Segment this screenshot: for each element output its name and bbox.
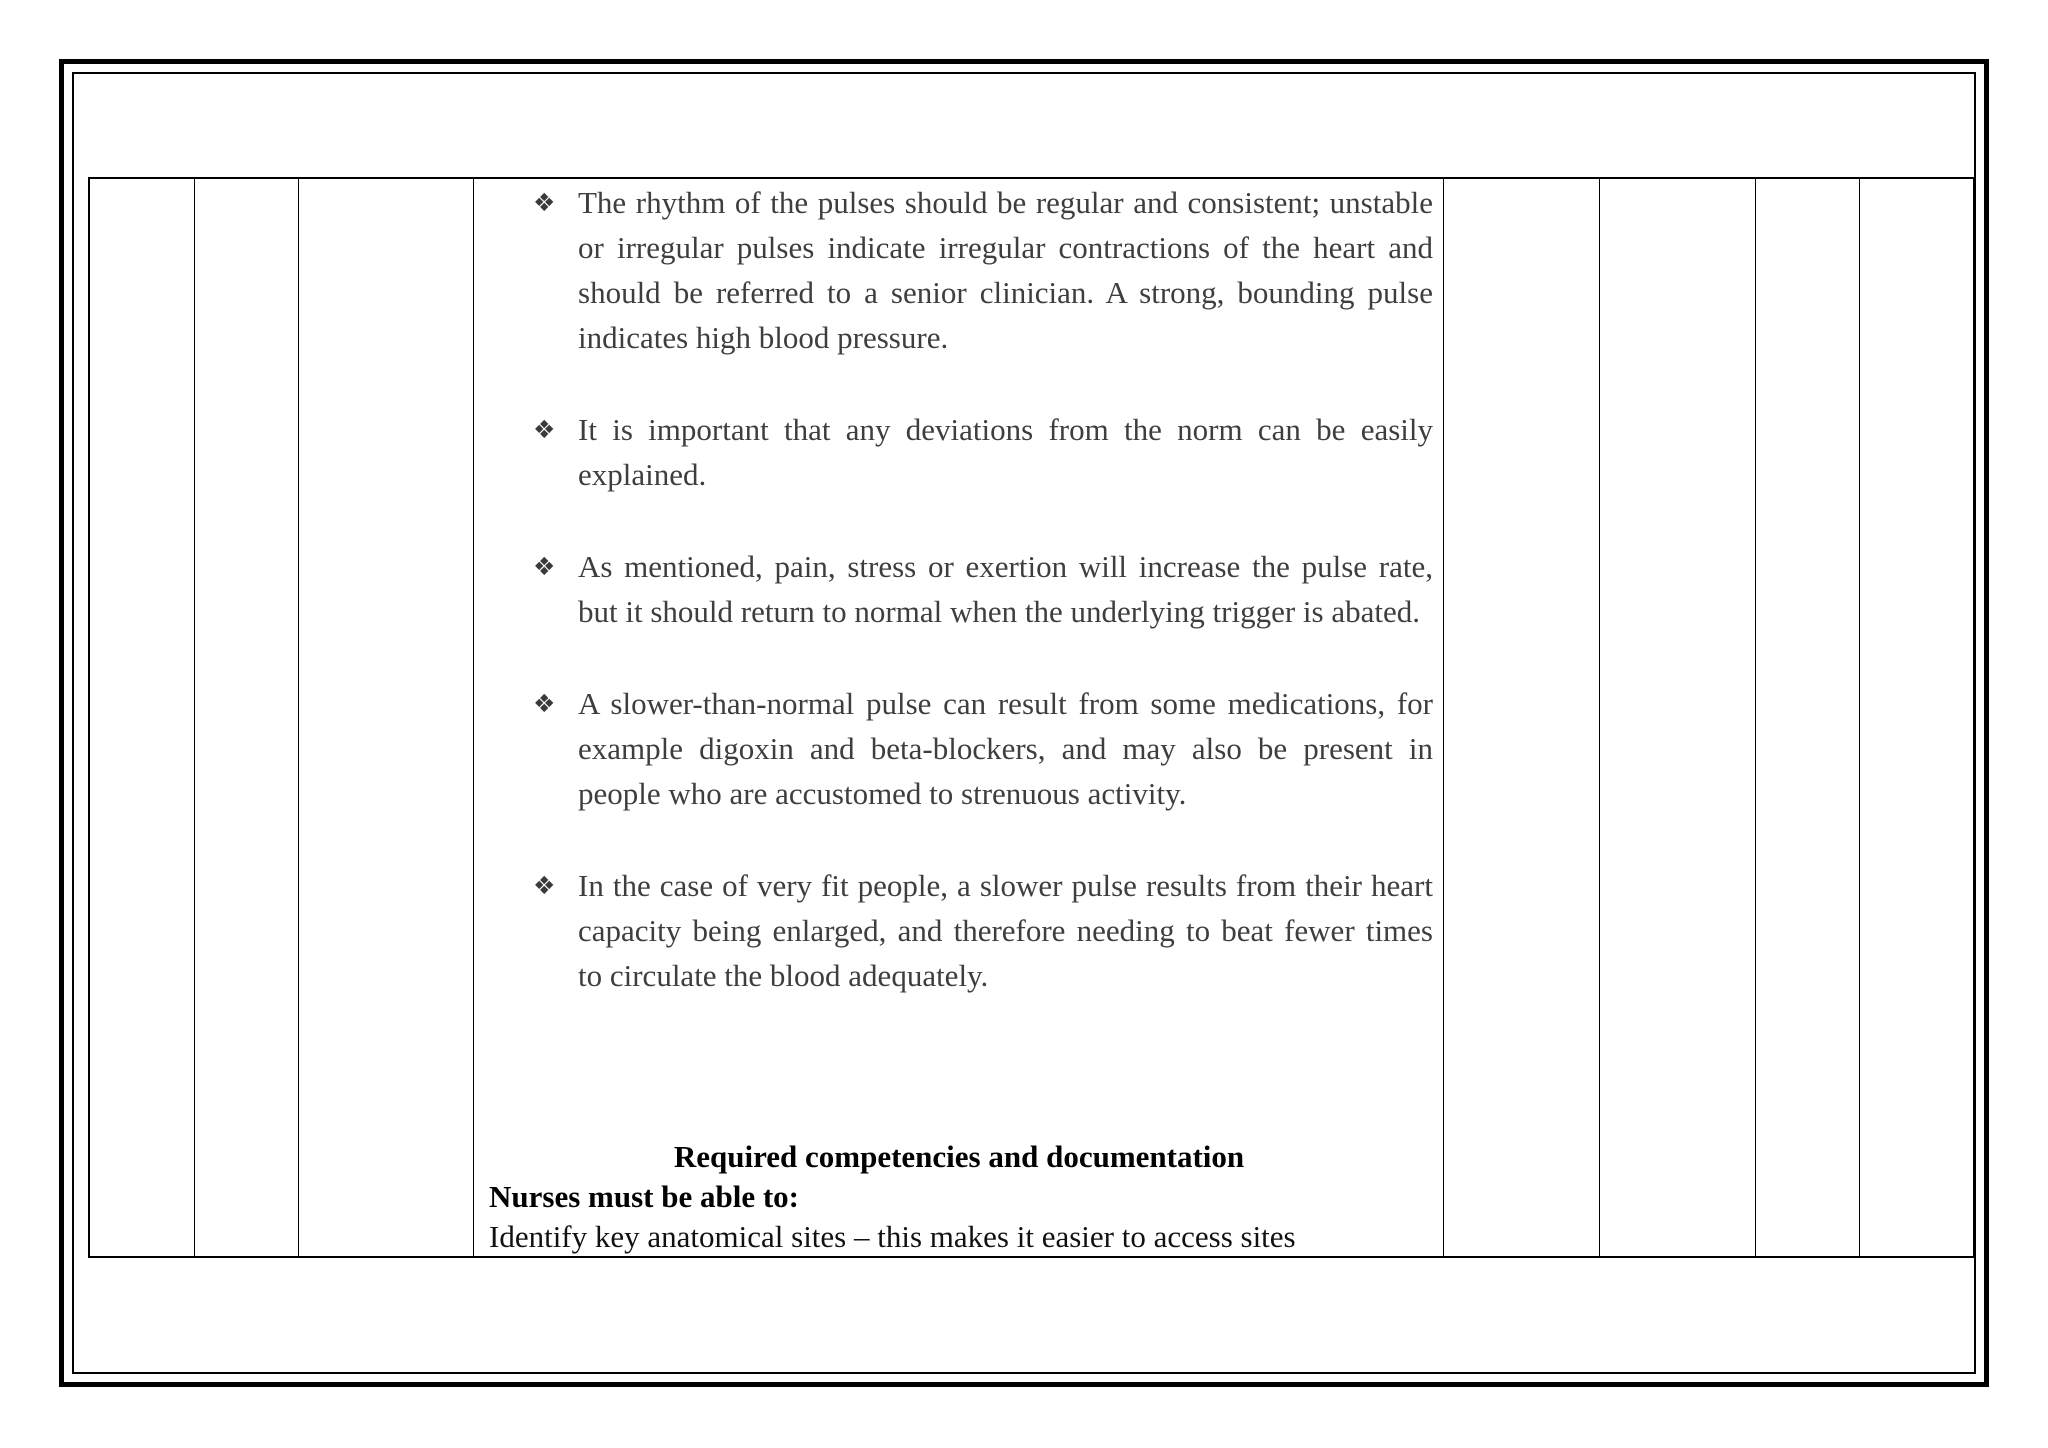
table-column-divider	[1443, 179, 1444, 1256]
bullet-text: In the case of very fit people, a slower pulse results from their heart capacity being enlarged, and therefore needing to beat fewer times to circulate the blood adequately.	[578, 868, 1433, 993]
bullet-text: The rhythm of the pulses should be regular and consistent; unstable or irregular pulses indicate irregular contractions of the heart and should be referred to a senior clinician. A strong, bounding pulse indicates high blood pressure.	[578, 185, 1433, 355]
section-lead: Nurses must be able to:	[489, 1179, 799, 1214]
table-column-divider	[1859, 179, 1860, 1256]
diamond-bullet-icon: ❖	[533, 871, 556, 900]
diamond-bullet-icon: ❖	[533, 415, 556, 444]
bullet-text: As mentioned, pain, stress or exertion will increase the pulse rate, but it should return to normal when the underlying trigger is abated.	[578, 549, 1433, 629]
list-item	[533, 180, 1433, 360]
table-column-divider	[298, 179, 299, 1256]
document-table	[88, 177, 1975, 1258]
bullet-list	[533, 180, 1433, 1045]
diamond-bullet-icon: ❖	[533, 689, 556, 718]
bullet-text: A slower-than-normal pulse can result from some medications, for example digoxin and beta-blockers, and may also be present in people who are accustomed to strenuous activity.	[578, 686, 1433, 811]
list-item	[533, 407, 1433, 497]
diamond-bullet-icon: ❖	[533, 188, 556, 217]
table-column-divider	[473, 179, 474, 1256]
section-heading: Required competencies and documentation	[673, 1139, 1245, 1174]
table-column-divider	[1755, 179, 1756, 1256]
bullet-text: It is important that any deviations from the norm can be easily explained.	[578, 412, 1433, 492]
list-item	[533, 544, 1433, 634]
section-body-text: Identify key anatomical sites – this makes it easier to access sites	[489, 1219, 1296, 1254]
content-cell	[475, 179, 1443, 1256]
table-column-divider	[194, 179, 195, 1256]
diamond-bullet-icon: ❖	[533, 552, 556, 581]
table-column-divider	[1599, 179, 1600, 1256]
list-item	[533, 681, 1433, 816]
list-item	[533, 863, 1433, 998]
